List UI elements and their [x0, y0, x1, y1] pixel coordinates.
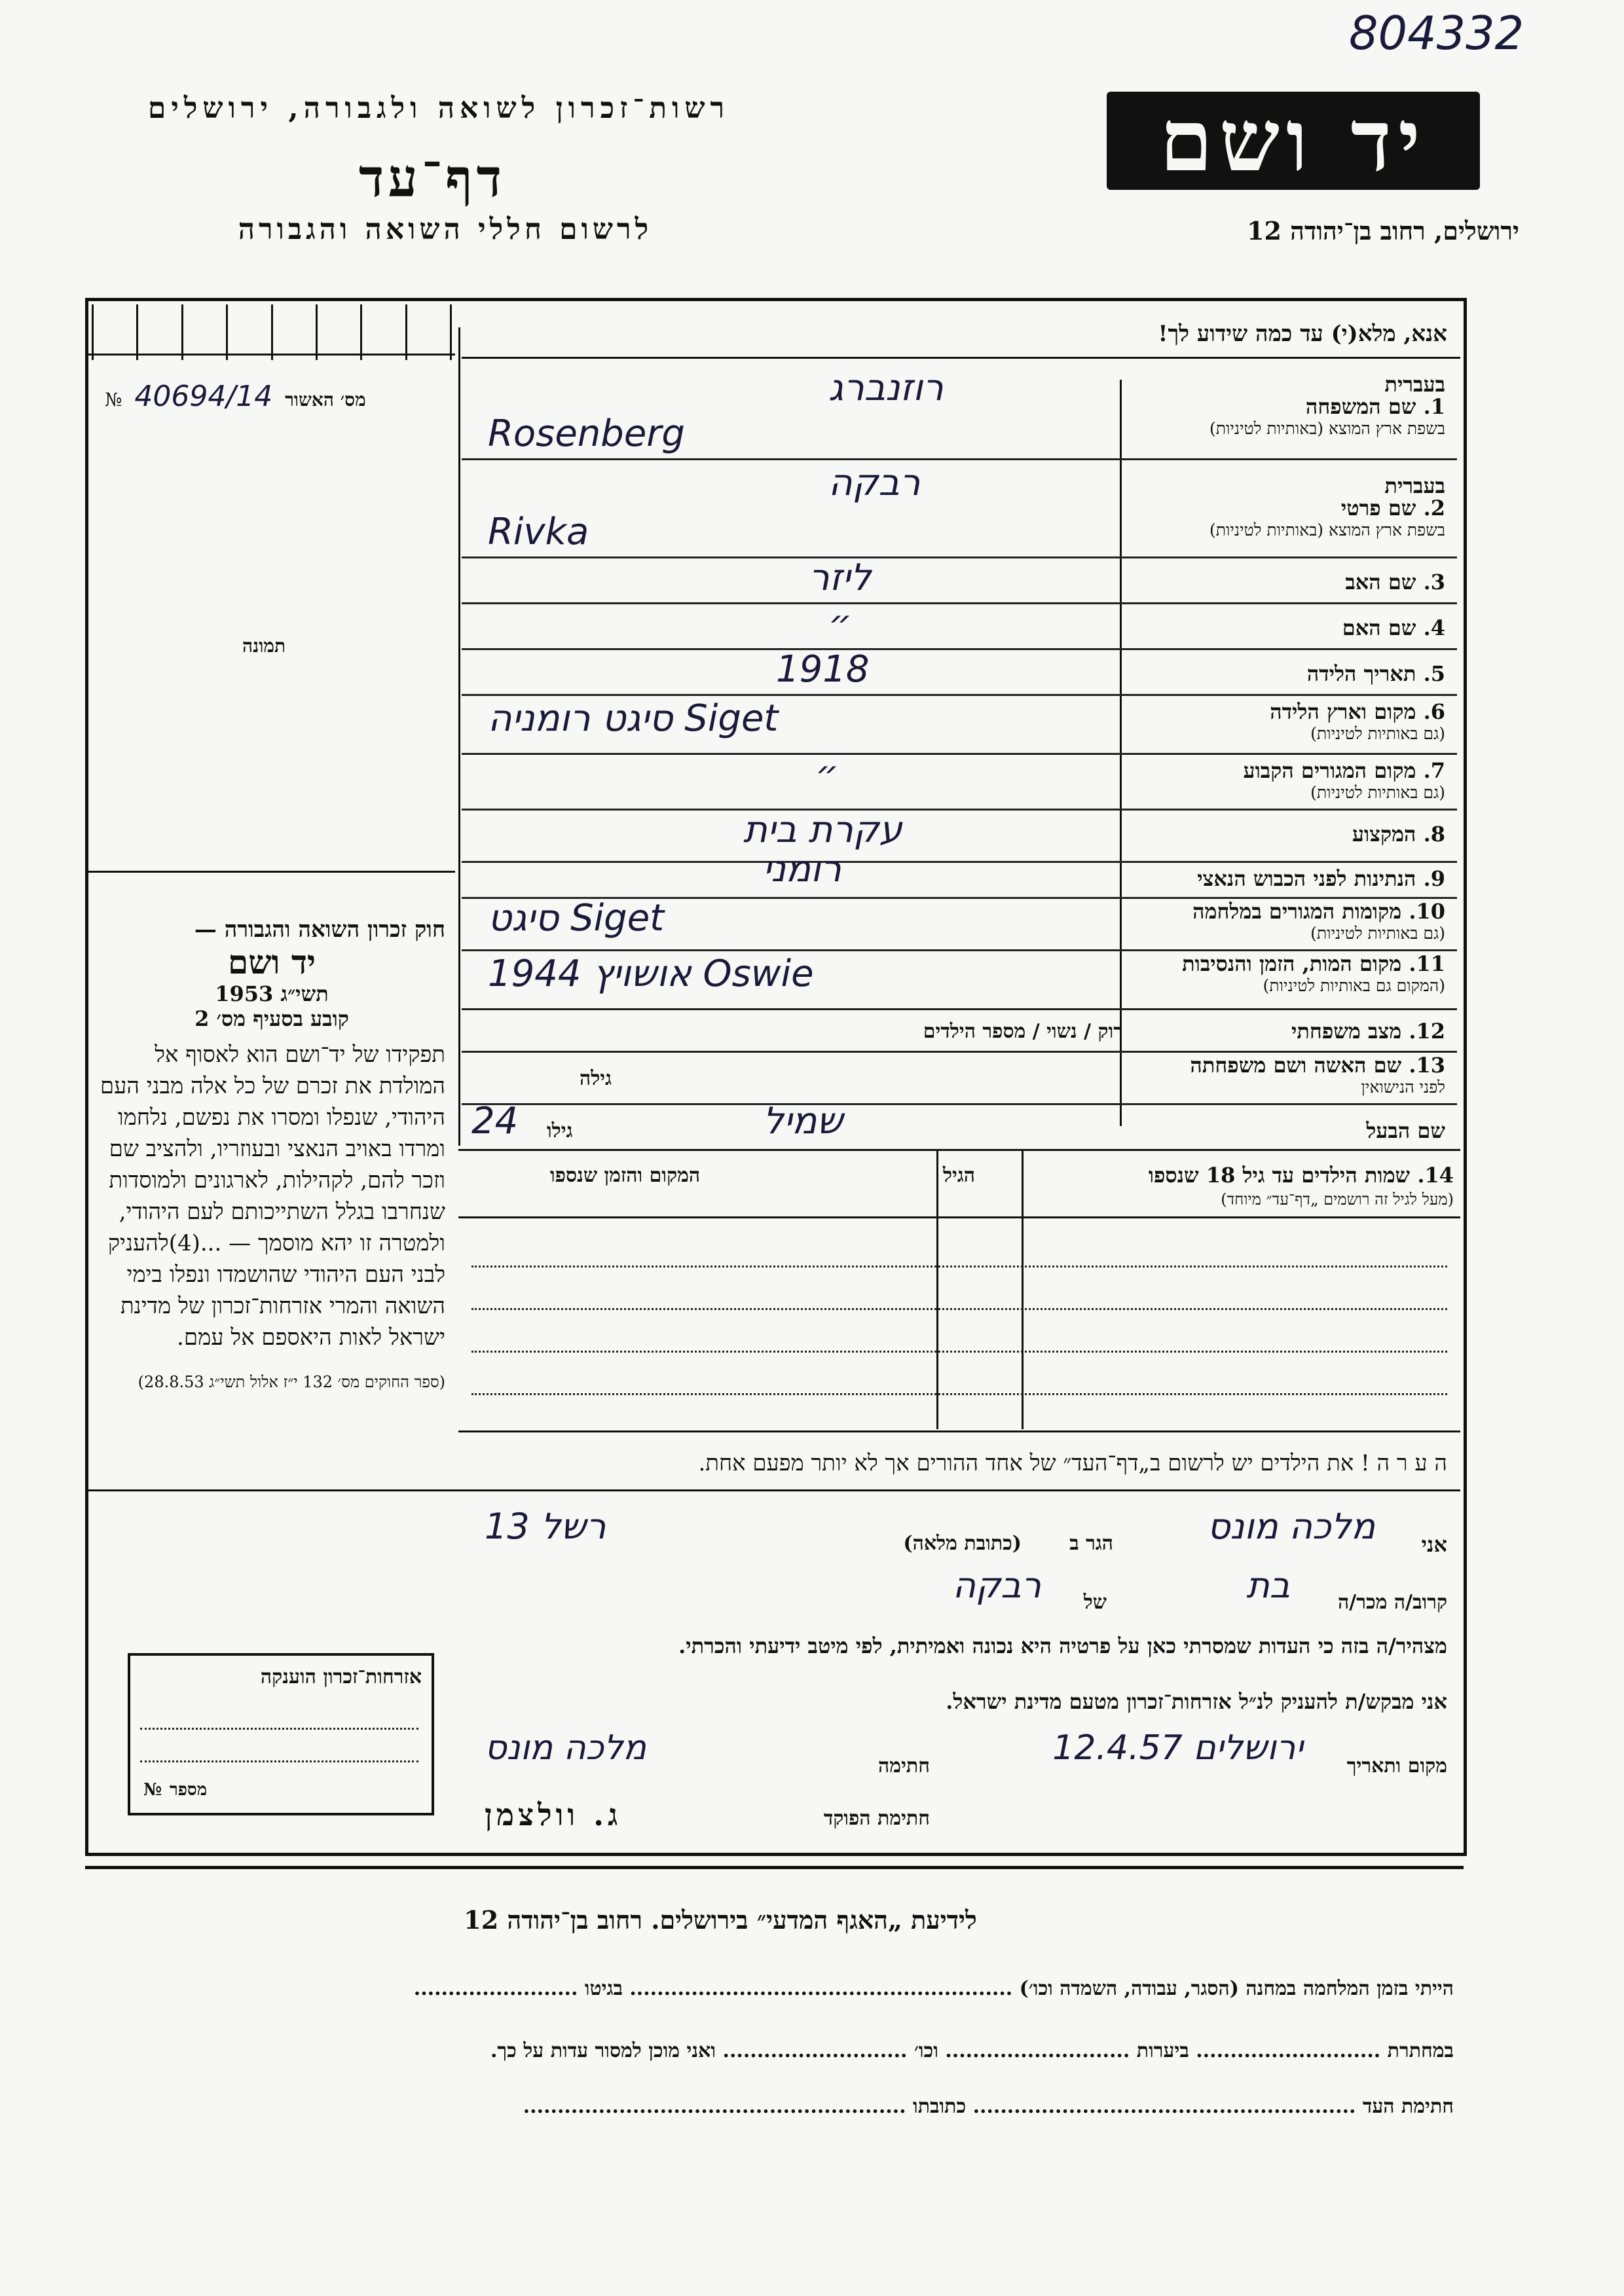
declaration-text: מצהיר/ה בזה כי העדות שמסרתי כאן על פרטיה היא נכונה ואמיתית, לפי מיטב ידיעתי והכרתי.: [678, 1633, 1447, 1658]
declarant-address-label: (כתובת מלאה): [903, 1532, 1022, 1555]
field-4-num: 4.: [1423, 615, 1445, 640]
children-row-line: [471, 1266, 1447, 1267]
field-first-name: [462, 458, 1457, 558]
org-address: ירושלים, רחוב בן־יהודה 12: [1247, 216, 1519, 246]
field-1-num: 1.: [1423, 394, 1445, 419]
instruction-divider: [462, 357, 1460, 359]
declarant-name: מלכה מונס: [1207, 1506, 1375, 1547]
law-text: תפקידו של יד־ושם הוא לאסוף אל המולדת את זכרם של כל אלה מבני העם היהודי, שנפלו ומסרו את נפשם, נלחמו ומרדו באויב הנאצי ובעוזריו, ולהציב שם וזכר להם, לקהילות, לארגונים ולמוסדות שנחרבו בגלל השתייכותם לעם היהודי, ולמטרה זו יהא מוסמך — ...(4)להעניק לבני העם היהודי שהושמדו ונפלו בימי השואה והמרי אזרחות־זכרון של מדינת ישראל לאות היאספם אל עמם.: [100, 1042, 445, 1351]
sidebar-divider: [458, 327, 460, 1146]
field-wife-name: [462, 1051, 1457, 1105]
photo-divider: [88, 871, 455, 873]
field-2-value-heb: רבקה: [828, 462, 921, 504]
field-4-label: שם האם: [1342, 615, 1416, 640]
children-col-place: המקום והזמן שנספו: [550, 1164, 701, 1187]
law-year: תשי״ג 1953: [215, 981, 329, 1006]
field-8-num: 8.: [1423, 822, 1445, 847]
of-name: רבקה: [952, 1565, 1041, 1606]
citizenship-no-sign: №: [143, 1780, 162, 1800]
declarant-line-1: [471, 1506, 1447, 1565]
field-husband-label: שם הבעל: [1366, 1118, 1445, 1143]
field-2-value-lat: Rivka: [488, 511, 589, 553]
field-5-num: 5.: [1423, 661, 1445, 686]
field-3-value: ליזר: [809, 556, 872, 599]
signature-label: חתימה: [878, 1755, 930, 1777]
children-col-age: הגיל: [943, 1164, 976, 1187]
field-1-note: בשפת ארץ המוצא (באותיות לטיניות): [1209, 419, 1445, 438]
field-husband-name: [462, 1100, 1457, 1151]
footer-divider: [85, 1866, 1464, 1869]
relative-label: קרוב/ה מכר/ה: [1338, 1591, 1447, 1614]
field-9-value: רומני: [763, 848, 841, 890]
children-row-line: [471, 1351, 1447, 1353]
field-birth-date: [462, 648, 1457, 696]
field-1-value-lat: Rosenberg: [488, 412, 685, 455]
citizenship-title: אזרחות־זכרון הוענקה: [260, 1666, 422, 1688]
children-table: [458, 1149, 1460, 1432]
children-remark: ה ע ר ה ! את הילדים יש לרשום ב„דף־העד״ של אחד ההורים אך לא יותר מפעם אחת.: [698, 1450, 1447, 1476]
handwritten-serial: 804332: [1349, 7, 1524, 60]
field-6-note: (גם באותיות לטיניות): [1310, 724, 1445, 743]
field-marital-status: [462, 1008, 1457, 1053]
children-col-divider-2: [1022, 1151, 1024, 1429]
field-7-num: 7.: [1423, 758, 1445, 783]
field-12-num: 12.: [1409, 1019, 1445, 1044]
field-8-label: המקצוע: [1352, 822, 1416, 847]
field-11-note: (המקום גם באותיות לטיניות): [1263, 976, 1445, 995]
field-3-num: 3.: [1423, 570, 1445, 594]
field-13-label: שם האשה ושם משפחתה: [1190, 1053, 1402, 1078]
field-5-value: 1918: [776, 648, 870, 691]
declaration-top-line: [88, 1489, 1460, 1491]
field-1-label: שם המשפחה: [1305, 394, 1416, 419]
children-note: (מעל לגיל זה רושמים „דף־עד״ מיוחד): [1221, 1190, 1454, 1209]
field-2-num: 2.: [1423, 496, 1445, 520]
field-6-label: מקום וארץ הלידה: [1270, 699, 1416, 724]
children-row-line: [471, 1393, 1447, 1395]
declarant-lives-label: הגר ב: [1069, 1532, 1113, 1555]
place-date-label: מקום ותאריך: [1346, 1755, 1447, 1777]
field-7-value: ״: [815, 753, 840, 795]
husband-age-value: 24: [471, 1100, 519, 1142]
field-11-label: מקום המות, הזמן והנסיבות: [1182, 951, 1402, 976]
field-1-value-heb: רוזנברג: [828, 367, 944, 409]
field-2-label: שם פרטי: [1340, 496, 1416, 520]
field-husband-value: שמיל: [763, 1100, 843, 1142]
field-father-name: [462, 556, 1457, 604]
form-subtitle: לרשום חללי השואה והגבורה: [238, 213, 653, 246]
husband-age-label: גילו: [547, 1120, 573, 1142]
org-header: רשות־זכרון לשואה ולגבורה, ירושלים: [147, 92, 730, 125]
field-2-heb: בעברית: [1384, 473, 1445, 498]
field-family-name: [462, 367, 1457, 460]
field-7-note: (גם באותיות לטיניות): [1310, 783, 1445, 802]
field-7-label: מקום המגורים הקבוע: [1243, 758, 1416, 783]
request-text: אני מבקש/ת להעניק לנ״ל אזרחות־זכרון מטעם מדינת ישראל.: [946, 1689, 1447, 1714]
children-row-line: [471, 1308, 1447, 1310]
law-title: חוק זכרון השואה והגבורה —: [194, 917, 445, 943]
footer-line-2: במחתרת ........................... ביערות ........................... וכו׳ ........................... ואני מוכן למסור עדות על כך.: [490, 2039, 1454, 2062]
place-date-value: ירושלים 12.4.57: [1052, 1728, 1303, 1768]
yad-vashem-logo: יד ושם: [1107, 92, 1480, 190]
photo-label: תמונה: [242, 635, 286, 657]
relation-value: בת: [1246, 1565, 1290, 1606]
record-no-sign: №: [105, 389, 122, 410]
field-1-heb: בעברית: [1384, 372, 1445, 397]
field-citizenship: [462, 848, 1457, 899]
clerk-stamp: ג. וולצמן: [485, 1797, 622, 1832]
of-label: של: [1083, 1591, 1107, 1614]
field-10-label: מקומות המגורים במלחמה: [1192, 899, 1402, 924]
signature-value: מלכה מונס: [485, 1728, 646, 1768]
field-3-label: שם האב: [1345, 570, 1416, 594]
field-13-num: 13.: [1409, 1053, 1445, 1078]
record-no-value: 40694/14: [134, 380, 273, 413]
field-12-value: רוק / נשוי / מספר הילדים: [923, 1020, 1123, 1043]
field-death-place: [462, 949, 1457, 1010]
law-sidebar: [98, 917, 445, 1392]
field-6-num: 6.: [1423, 699, 1445, 724]
field-residence: [462, 753, 1457, 811]
field-2-note: בשפת ארץ המוצא (באותיות לטיניות): [1209, 520, 1445, 539]
declarant-address: רשל 13: [485, 1506, 606, 1547]
citizenship-number-label: מספר: [170, 1780, 208, 1800]
field-6-value: סיגט רומניה Siget: [488, 697, 779, 740]
field-9-label: הנתינות לפני הכבוש הנאצי: [1197, 866, 1416, 891]
field-10-num: 10.: [1409, 899, 1445, 924]
citizenship-dotted-line: [140, 1760, 418, 1762]
field-4-value: ״: [828, 602, 853, 645]
citizenship-box: [128, 1653, 434, 1815]
record-number: [105, 380, 445, 413]
clerk-line: [471, 1791, 1447, 1836]
declarant-line-2: [471, 1565, 1447, 1624]
declarant-i-label: אני: [1421, 1532, 1447, 1557]
field-8-value: עקרת בית: [743, 809, 902, 851]
children-label: 14. שמות הילדים עד גיל 18 שנספו: [1148, 1163, 1454, 1188]
field-11-value: אושויץ 1944 Oswie: [488, 953, 814, 995]
field-5-label: תאריך הלידה: [1306, 661, 1416, 686]
field-13-value: גילה: [580, 1067, 612, 1090]
field-10-note: (גם באותיות לטיניות): [1310, 924, 1445, 943]
law-clause: קובע בסעיף מס׳ 2: [194, 1006, 349, 1031]
instruction: אנא, מלא(י) עד כמה שידוע לך!: [1158, 321, 1447, 347]
tick-strip: [92, 304, 452, 360]
record-no-label: מס׳ האשור: [285, 389, 366, 410]
citizenship-dotted-line: [140, 1728, 418, 1730]
field-10-value: סיגט Siget: [488, 897, 665, 939]
tick-divider: [88, 354, 455, 355]
clerk-label: חתימת הפוקד: [823, 1807, 930, 1830]
form-title: דף־עד: [358, 147, 506, 209]
field-war-residence: [462, 897, 1457, 951]
field-birth-place: [462, 694, 1457, 755]
footer-line-1: הייתי בזמן המלחמה במחנה (הסגר, עבודה, השמדה וכו׳) ........................................................ בגיטו ........................: [413, 1977, 1454, 2000]
field-13-note: לפני הנישואין: [1361, 1078, 1445, 1097]
footer-line-3: חתימת העד ........................................................ כתובתו ........................................................: [523, 2095, 1454, 2118]
law-ref: (ספר החוקים מס׳ 132 י״ז אלול תשי״ג 28.8.53): [138, 1373, 445, 1391]
signature-line: [471, 1728, 1447, 1787]
children-header-line: [458, 1216, 1460, 1218]
law-name: יד ושם: [228, 943, 316, 981]
field-mother-name: [462, 602, 1457, 650]
footer-title: לידיעת „האגף המדעי״ בירושלים. רחוב בן־יהודה 12: [464, 1905, 977, 1935]
children-col-divider-1: [936, 1151, 938, 1429]
children-bottom-line: [458, 1430, 1460, 1432]
field-11-num: 11.: [1409, 951, 1445, 976]
field-12-label: מצב משפחתי: [1291, 1019, 1402, 1044]
field-9-num: 9.: [1423, 866, 1445, 891]
